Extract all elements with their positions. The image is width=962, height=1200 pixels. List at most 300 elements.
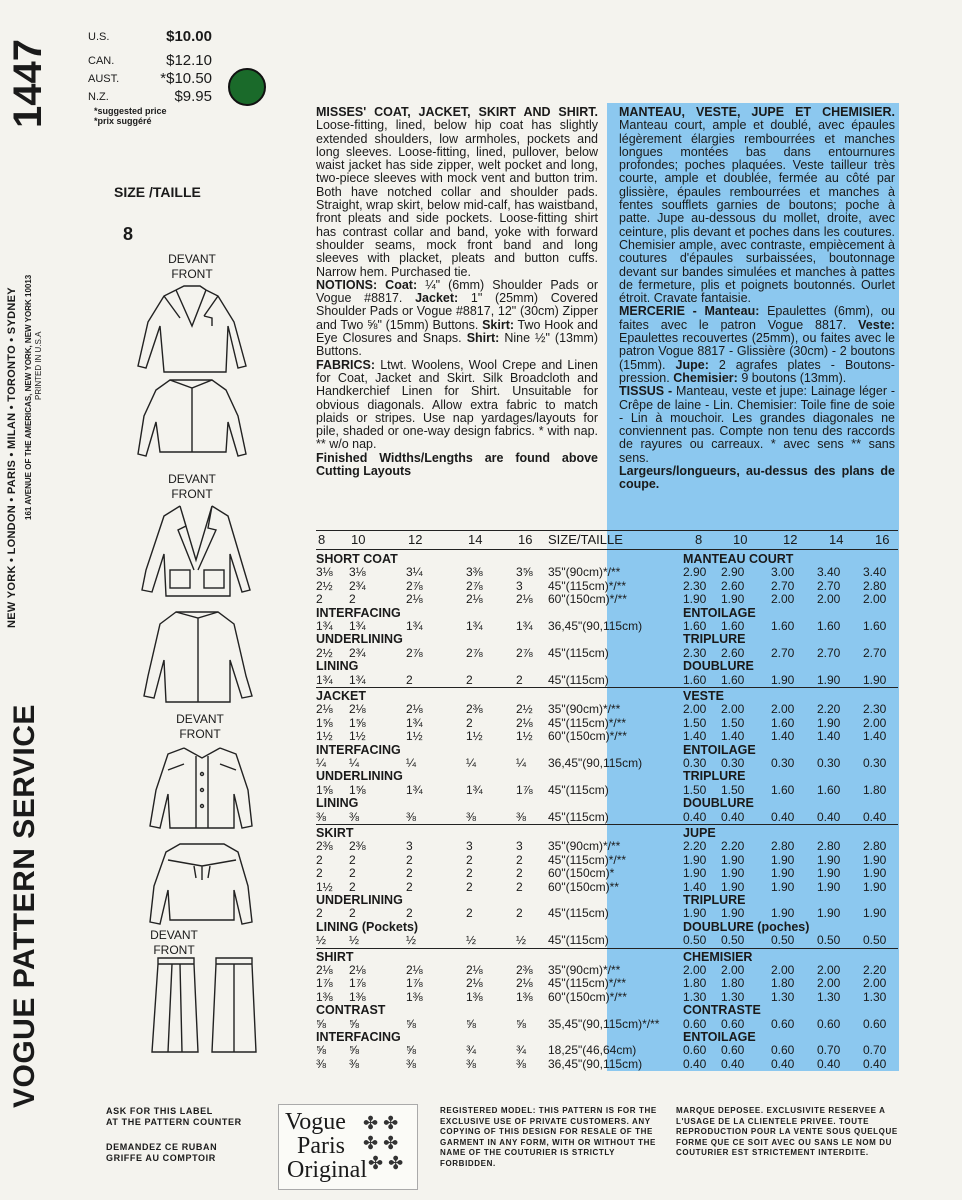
- price-list: [88, 28, 212, 126]
- metric-value: 1.40: [683, 729, 707, 744]
- yardage-value: 2⅛: [406, 963, 423, 977]
- metric-value: 1.90: [817, 906, 841, 921]
- metric-value: 1.90: [721, 906, 745, 921]
- metric-value: 1.90: [817, 715, 841, 730]
- metric-value: 2.60: [721, 645, 745, 660]
- yardage-value: ¼: [516, 756, 527, 770]
- metric-value: 0.50: [863, 933, 887, 948]
- view-label-jacket: DEVANT FRONT: [168, 472, 216, 501]
- yardage-value: 2: [466, 715, 473, 730]
- yardage-value: ⅝: [466, 1016, 477, 1031]
- metric-value: 1.40: [817, 729, 841, 744]
- city-list: NEW YORK • LONDON • PARIS • MILAN • TORONTO • SYDNEY: [6, 287, 18, 628]
- metric-value: 0.50: [817, 933, 841, 948]
- metric-value: 1.90: [771, 879, 795, 894]
- yardage-value: 2: [516, 852, 523, 867]
- yardage-value: 1¾: [349, 619, 366, 633]
- yardage-value: 1⅝: [349, 715, 366, 730]
- yardage-value: 2: [516, 879, 523, 894]
- metric-value: 0.40: [721, 1056, 745, 1071]
- section-heading-en: INTERFACING: [316, 1030, 401, 1044]
- metric-value: 1.30: [817, 989, 841, 1004]
- brand-title: VOGUE PATTERN SERVICE: [8, 704, 41, 1108]
- yardage-value: 2⅞: [516, 645, 533, 660]
- metric-value: 1.60: [683, 672, 707, 687]
- size-header-right: 12: [783, 532, 798, 547]
- size-header-right: 14: [829, 532, 844, 547]
- metric-value: 0.60: [683, 1043, 707, 1058]
- yardage-value: 2: [316, 592, 323, 607]
- metric-value: 1.40: [683, 879, 707, 894]
- yardage-value: 3⅜: [466, 565, 483, 580]
- metric-value: 2.00: [771, 592, 795, 607]
- section-heading-en: INTERFACING: [316, 742, 401, 757]
- metric-value: 1.60: [817, 619, 841, 633]
- yardage-value: 2: [349, 906, 356, 921]
- yardage-value: 1¾: [349, 672, 366, 687]
- yardage-value: 2⅞: [466, 645, 483, 660]
- yardage-value: 1½: [316, 729, 333, 744]
- section-heading-en: INTERFACING: [316, 605, 401, 620]
- jacket-front-sketch: [138, 500, 254, 600]
- yardage-value: 2⅛: [516, 976, 533, 991]
- yardage-value: 1⅝: [316, 715, 333, 730]
- shirt-back-sketch: [144, 838, 260, 926]
- yardage-value: 2⅛: [316, 702, 333, 717]
- section-rule: [316, 948, 898, 949]
- yardage-value: 2: [466, 852, 473, 867]
- yardage-value: 2: [516, 866, 523, 881]
- metric-value: 1.60: [771, 782, 795, 797]
- yardage-value: 2⅛: [406, 702, 423, 717]
- fabric-width: 45"(115cm): [548, 645, 609, 660]
- fabric-width: 45"(115cm): [548, 906, 609, 921]
- yardage-value: 1⅜: [406, 989, 423, 1004]
- yardage-value: ½: [516, 933, 527, 948]
- metric-value: 2.20: [721, 839, 745, 854]
- metric-value: 1.40: [771, 729, 795, 744]
- yardage-value: 2⅛: [349, 702, 366, 717]
- metric-value: 1.90: [771, 906, 795, 921]
- section-heading-en: SKIRT: [316, 826, 354, 840]
- metric-value: 0.50: [771, 933, 795, 948]
- yardage-value: ¼: [316, 756, 327, 770]
- metric-value: 3.40: [863, 565, 887, 580]
- yardage-value: 2: [466, 672, 473, 687]
- yardage-value: ⅝: [349, 1016, 360, 1031]
- metric-value: 1.60: [771, 715, 795, 730]
- metric-value: 1.60: [863, 619, 887, 633]
- yardage-value: 1¾: [516, 619, 533, 633]
- yardage-value: 2: [406, 906, 413, 921]
- yardage-value: 2: [466, 906, 473, 921]
- yardage-value: 2⅜: [316, 839, 333, 854]
- section-heading-fr: ENTOILAGE: [683, 742, 756, 757]
- yardage-value: ⅝: [316, 1016, 327, 1031]
- metric-value: 0.40: [817, 1056, 841, 1071]
- section-heading-fr: DOUBLURE (poches): [683, 919, 810, 934]
- yardage-value: ⅜: [349, 1056, 360, 1071]
- coat-back-sketch: [134, 374, 250, 458]
- label-note: ASK FOR THIS LABEL AT THE PATTERN COUNTER DEMANDEZ CE RUBAN GRIFFE AU COMPTOIR: [106, 1106, 242, 1163]
- yardage-value: ⅝: [406, 1043, 417, 1058]
- fabric-width: 45"(115cm)*/**: [548, 976, 627, 991]
- printed-in: PRINTED IN U.S.A: [34, 331, 43, 400]
- yardage-value: 1⅞: [349, 976, 366, 991]
- metric-value: 3.00: [771, 565, 795, 580]
- yardage-value: ½: [406, 933, 417, 948]
- yardage-value: ½: [349, 933, 360, 948]
- yardage-value: 2: [316, 906, 323, 921]
- metric-value: 0.40: [771, 809, 795, 824]
- metric-value: 1.60: [721, 619, 745, 633]
- yardage-value: ⅜: [316, 809, 327, 824]
- metric-value: 0.60: [683, 1016, 707, 1031]
- view-label-skirt: DEVANT FRONT: [150, 928, 198, 957]
- metric-value: 2.00: [771, 702, 795, 717]
- section-heading-fr: CHEMISIER: [683, 949, 753, 964]
- green-dot-icon: [228, 68, 266, 106]
- fabric-width: 35"(90cm)*/**: [548, 963, 621, 977]
- yardage-value: ⅜: [466, 809, 477, 824]
- metric-value: 1.40: [863, 729, 887, 744]
- yardage-value: 2: [406, 866, 413, 881]
- fabric-width: 36,45"(90,115cm): [548, 619, 643, 633]
- metric-value: 0.70: [863, 1043, 887, 1058]
- metric-value: 2.00: [721, 963, 745, 977]
- yardage-value: 2⅛: [316, 963, 333, 977]
- section-heading-en: LINING: [316, 796, 359, 811]
- yardage-value: 2⅛: [516, 592, 533, 607]
- metric-value: 1.80: [771, 976, 795, 991]
- coat-front-sketch: [134, 282, 250, 374]
- size-header-left: 8: [318, 532, 326, 547]
- yardage-value: 1⅞: [516, 782, 533, 797]
- metric-value: 1.30: [771, 989, 795, 1004]
- section-heading-en: SHORT COAT: [316, 552, 398, 566]
- fabric-width: 35,45"(90,115cm)*/**: [548, 1016, 660, 1031]
- yardage-value: 2: [316, 866, 323, 881]
- yardage-value: 3¼: [406, 565, 423, 580]
- yardage-value: 1¾: [466, 782, 483, 797]
- yardage-value: 3: [516, 578, 523, 593]
- metric-value: 2.20: [863, 963, 887, 977]
- yardage-value: 1¾: [466, 619, 483, 633]
- skirt-front-back-sketch: [148, 954, 268, 1056]
- size-header-right: 8: [695, 532, 703, 547]
- yardage-value: 2⅛: [466, 963, 483, 977]
- section-heading-fr: ENTOILAGE: [683, 605, 756, 620]
- metric-value: 1.60: [817, 782, 841, 797]
- yardage-value: 1⅞: [316, 976, 333, 991]
- yardage-value: 1¾: [316, 619, 333, 633]
- yardage-value: 2¾: [349, 645, 366, 660]
- yardage-value: 2: [349, 866, 356, 881]
- yardage-value: ½: [466, 933, 477, 948]
- metric-value: 2.80: [817, 839, 841, 854]
- metric-value: 2.00: [863, 592, 887, 607]
- yardage-value: 2⅞: [466, 578, 483, 593]
- yardage-value: 2: [349, 592, 356, 607]
- yardage-value: 2⅛: [466, 592, 483, 607]
- yardage-value: ⅜: [406, 1056, 417, 1071]
- fabric-width: 45"(115cm): [548, 672, 609, 687]
- section-heading-fr: VESTE: [683, 689, 724, 703]
- metric-value: 1.90: [721, 879, 745, 894]
- metric-value: 1.30: [721, 989, 745, 1004]
- metric-value: 1.30: [863, 989, 887, 1004]
- yardage-value: 2: [406, 852, 413, 867]
- yardage-value: 2: [516, 906, 523, 921]
- metric-value: 2.30: [863, 702, 887, 717]
- metric-value: 1.90: [771, 866, 795, 881]
- metric-value: 0.60: [721, 1016, 745, 1031]
- metric-value: 1.80: [721, 976, 745, 991]
- yardage-value: 3: [466, 839, 473, 854]
- metric-value: 1.80: [863, 782, 887, 797]
- fleur-de-lis-icon: ✤ ✤ ✤ ✤ ✤ ✤: [363, 1113, 404, 1173]
- yardage-value: 2: [349, 879, 356, 894]
- metric-value: 2.00: [863, 715, 887, 730]
- metric-value: 2.70: [817, 578, 841, 593]
- metric-value: 1.50: [683, 782, 707, 797]
- section-heading-fr: TRIPLURE: [683, 769, 746, 784]
- fabric-width: 45"(115cm)*/**: [548, 852, 627, 867]
- metric-value: 0.50: [683, 933, 707, 948]
- metric-value: 0.60: [771, 1016, 795, 1031]
- section-heading-en: LINING: [316, 659, 359, 674]
- vogue-paris-original-logo: Vogue Paris Original ✤ ✤ ✤ ✤ ✤ ✤: [278, 1104, 418, 1190]
- yardage-value: ¾: [516, 1043, 527, 1058]
- yardage-value: 1¾: [316, 672, 333, 687]
- metric-value: 0.40: [683, 1056, 707, 1071]
- yardage-value: 2: [406, 672, 413, 687]
- metric-value: 0.40: [771, 1056, 795, 1071]
- metric-value: 1.40: [721, 729, 745, 744]
- fabric-width: 60"(150cm)**: [548, 879, 619, 894]
- metric-value: 1.90: [683, 852, 707, 867]
- fabric-width: 60"(150cm)*/**: [548, 592, 627, 607]
- metric-value: 1.60: [721, 672, 745, 687]
- yardage-value: 1¾: [406, 782, 423, 797]
- metric-value: 2.80: [863, 578, 887, 593]
- yardage-value: 1¾: [406, 715, 423, 730]
- yardage-value: ¼: [406, 756, 417, 770]
- fabric-width: 45"(115cm): [548, 933, 609, 948]
- yardage-value: 1⅜: [516, 989, 533, 1004]
- yardage-value: ¼: [466, 756, 477, 770]
- metric-value: 1.50: [721, 715, 745, 730]
- registered-model-french: MARQUE DEPOSEE. EXCLUSIVITE RESERVEE A L'USAGE DE LA CLIENTELE PRIVEE. TOUTE REPRODUCTION POUR LA VENTE SOUS QUELQUE FORME QUE CE SOIT AVEC OU SANS LE NOM DU COUTURIER EST STRICTEMENT INTERDITE.: [676, 1106, 898, 1157]
- metric-value: 0.40: [683, 809, 707, 824]
- view-label-coat: DEVANT FRONT: [168, 252, 216, 281]
- metric-value: 2.70: [817, 645, 841, 660]
- size-heading: SIZE /TAILLE: [114, 184, 201, 200]
- metric-value: 2.00: [771, 963, 795, 977]
- yardage-value: 1½: [466, 729, 483, 744]
- fabric-width: 36,45"(90,115cm): [548, 756, 643, 770]
- yardage-value: 1½: [406, 729, 423, 744]
- section-heading-en: UNDERLINING: [316, 893, 403, 907]
- metric-value: 2.00: [817, 963, 841, 977]
- section-heading-fr: DOUBLURE: [683, 796, 754, 811]
- fabric-width: 35"(90cm)*/**: [548, 565, 621, 580]
- section-heading-fr: CONTRASTE: [683, 1003, 761, 1018]
- metric-value: 0.60: [721, 1043, 745, 1058]
- description-french: MANTEAU, VESTE, JUPE ET CHEMISIER. Manteau court, ample et doublé, avec épaules légèrement élargies rembourrées et manches longues montées bas dans entournures profondes; poches plaquées. Veste tailleur très courte, ample et doublée, fermée au côté par glissière, épaules rembourrées et manches à fentes soufflets garnies de boutons; poche à patte. Jupe au-dessous du mollet, droite, avec ceinture, plis devant et poches dans les coutures. Chemisier ample, avec contraste, empiècement à coutures d'épaules surbaissées, boutonnage devant sur bandes simulées et manches à pattes de fermeture, plis et poignets boutonnés. Ourlet étroit. Cravate fantaisie. MERCERIE - Manteau: Epaulettes (6mm), ou faites avec le patron Vogue 8817. Veste: Epaulettes recouvertes (25mm), ou faites avec le patron Vogue 8817 - Glissière (30cm) - 2 boutons (15mm). Jupe: 2 agrafes plates - Boutons-pression. Chemisier: 9 boutons (13mm). TISSUS - Manteau, veste et jupe: Lainage léger - Crêpe de laine - Lin. Chemisier: Toile fine de soie - Lin à mouchoir. Les grandes diagonales ne conviennent pas. Compte non tenu des raccords de rayures ou carreaux. * avec sens ** sans sens. Largeurs/longueurs, au-dessus des plans de coupe.: [619, 105, 895, 492]
- metric-value: 0.30: [721, 756, 745, 770]
- pattern-number: 1447: [6, 39, 50, 128]
- metric-value: 2.90: [721, 565, 745, 580]
- metric-value: 1.90: [721, 852, 745, 867]
- metric-value: 2.60: [721, 578, 745, 593]
- price-row: AUST. *$10.50: [88, 70, 212, 87]
- metric-value: 1.30: [683, 989, 707, 1004]
- metric-value: 1.90: [817, 879, 841, 894]
- price-row: U.S. $10.00: [88, 28, 212, 45]
- section-heading-en: JACKET: [316, 689, 367, 703]
- section-heading-fr: TRIPLURE: [683, 893, 746, 907]
- shirt-front-sketch: [144, 740, 260, 832]
- metric-value: 2.70: [771, 578, 795, 593]
- yardage-value: ⅜: [516, 1056, 527, 1071]
- metric-value: 2.20: [683, 839, 707, 854]
- metric-value: 2.80: [771, 839, 795, 854]
- yardage-value: 1⅜: [466, 989, 483, 1004]
- jacket-back-sketch: [140, 606, 256, 706]
- metric-value: 2.00: [683, 963, 707, 977]
- fabric-width: 18,25"(46,64cm): [548, 1043, 637, 1058]
- yardage-value: 1⅜: [316, 989, 333, 1004]
- yardage-value: 1¾: [406, 619, 423, 633]
- yardage-value: ½: [316, 933, 327, 948]
- metric-value: 2.80: [863, 839, 887, 854]
- metric-value: 0.30: [683, 756, 707, 770]
- section-heading-en: UNDERLINING: [316, 632, 403, 647]
- fabric-width: 60"(150cm)*: [548, 866, 615, 881]
- yardage-value: 2⅛: [466, 976, 483, 991]
- yardage-value: 2: [406, 879, 413, 894]
- yardage-value: 2: [316, 852, 323, 867]
- metric-value: 2.00: [863, 976, 887, 991]
- metric-value: 0.40: [863, 1056, 887, 1071]
- yardage-value: 1½: [349, 729, 366, 744]
- yardage-value: 3⅛: [316, 565, 333, 580]
- yardage-value: 2: [466, 866, 473, 881]
- yardage-value: 2½: [316, 645, 333, 660]
- metric-value: 1.90: [721, 592, 745, 607]
- yardage-value: ¾: [466, 1043, 477, 1058]
- fabric-width: 45"(115cm): [548, 809, 609, 824]
- yardage-value: 1½: [516, 729, 533, 744]
- yardage-value: ⅜: [516, 809, 527, 824]
- metric-value: 0.60: [771, 1043, 795, 1058]
- metric-value: 1.90: [683, 906, 707, 921]
- yardage-value: 2⅜: [349, 839, 366, 854]
- size-taille-header: SIZE/TAILLE: [548, 532, 623, 547]
- metric-value: 0.60: [817, 1016, 841, 1031]
- section-heading-en: CONTRAST: [316, 1003, 386, 1018]
- address: 161 AVENUE OF THE AMERICAS, NEW YORK, NEW YORK 10013: [24, 274, 33, 520]
- metric-value: 1.90: [817, 672, 841, 687]
- metric-value: 2.70: [771, 645, 795, 660]
- yardage-value: ⅜: [466, 1056, 477, 1071]
- metric-value: 2.00: [817, 592, 841, 607]
- metric-value: 2.00: [817, 976, 841, 991]
- yardage-value: 2⅛: [349, 963, 366, 977]
- yardage-value: 2⅛: [406, 592, 423, 607]
- metric-value: 2.20: [817, 702, 841, 717]
- section-heading-en: UNDERLINING: [316, 769, 403, 784]
- yardage-value: 3: [516, 839, 523, 854]
- metric-value: 0.60: [863, 1016, 887, 1031]
- section-heading-fr: TRIPLURE: [683, 632, 746, 647]
- price-note: *suggested price: [94, 106, 167, 116]
- registered-model-english: REGISTERED MODEL: THIS PATTERN IS FOR THE EXCLUSIVE USE OF PRIVATE CUSTOMERS. ANY COPYING OF THIS DESIGN FOR RESALE OF THE GARMENT IN ANY FORM, WITH OR WITHOUT THE NAME OF THE COUTURIER IS STRICTLY FORBIDDEN.: [440, 1106, 657, 1168]
- yardage-value: ¼: [349, 756, 360, 770]
- spine: [0, 0, 90, 1200]
- yardage-value: 1⅝: [316, 782, 333, 797]
- metric-value: 1.50: [683, 715, 707, 730]
- metric-value: 1.90: [721, 866, 745, 881]
- yardage-value: 1⅞: [406, 976, 423, 991]
- metric-value: 2.70: [863, 645, 887, 660]
- metric-value: 1.90: [771, 852, 795, 867]
- section-heading-fr: JUPE: [683, 826, 716, 840]
- metric-value: 0.30: [771, 756, 795, 770]
- yardage-value: 3⅛: [349, 565, 366, 580]
- metric-value: 2.00: [683, 702, 707, 717]
- metric-value: 0.70: [817, 1043, 841, 1058]
- yardage-value: 2⅞: [406, 645, 423, 660]
- metric-value: 1.90: [771, 672, 795, 687]
- metric-value: 1.90: [863, 672, 887, 687]
- yardage-value: 2⅞: [406, 578, 423, 593]
- metric-value: 1.50: [721, 782, 745, 797]
- yardage-value: 1⅜: [349, 989, 366, 1004]
- yardage-value: 2½: [316, 578, 333, 593]
- section-heading-fr: DOUBLURE: [683, 659, 754, 674]
- metric-value: 0.40: [721, 809, 745, 824]
- size-header-right: 10: [733, 532, 748, 547]
- size-header-left: 12: [408, 532, 423, 547]
- yardage-value: 2⅜: [466, 702, 483, 717]
- fabric-width: 45"(115cm)*/**: [548, 578, 627, 593]
- yardage-value: 2: [516, 672, 523, 687]
- metric-value: 1.90: [863, 879, 887, 894]
- description-english: MISSES' COAT, JACKET, SKIRT AND SHIRT. Loose-fitting, lined, below hip coat has slightly extended shoulders, low armholes, pockets and long sleeves. Loose-fitting, lined, pullover, below waist jacket has side zipper, welt pocket and long, two-piece sleeves with mock vent and button trim. Both have notched collar and shoulder pads. Straight, wrap skirt, below mid-calf, has waistband, front pleats and side pockets. Loose-fitting shirt has contrast collar and band, yoke with forward shoulder seams, mock front band and long sleeves with placket, pleats and button cuffs. Narrow hem. Purchased tie. NOTIONS: Coat: ¼" (6mm) Shoulder Pads or Vogue #8817. Jacket: 1" (25mm) Covered Shoulder Pads or Vogue #8817, 12" (30cm) Zipper and Two ⅝" (15mm) Buttons. Skirt: Two Hook and Eye Closures and Snaps. Shirt: Nine ½" (13mm) Buttons. FABRICS: Ltwt. Woolens, Wool Crepe and Linen for Coat, Jacket and Skirt. Silk Broadcloth and Handkerchief Linen for Shirt. Unsuitable for obvious diagonals. Allow extra fabric to match plaids or stripes. Use nap yardages/layouts for pile, shaded or one-way design fabrics. * with nap. ** w/o nap. Finished Widths/Lengths are found above Cutting Layouts: [316, 105, 598, 479]
- yardage-value: ⅝: [516, 1016, 527, 1031]
- metric-value: 1.90: [817, 866, 841, 881]
- size-header-left: 14: [468, 532, 483, 547]
- section-heading-fr: MANTEAU COURT: [683, 552, 794, 566]
- price-row: CAN. $12.10: [88, 52, 212, 69]
- size-value: 8: [123, 224, 134, 244]
- yardage-value: 2: [349, 852, 356, 867]
- metric-value: 1.80: [683, 976, 707, 991]
- metric-value: 0.30: [817, 756, 841, 770]
- section-heading-en: SHIRT: [316, 949, 354, 964]
- size-header-left: 10: [351, 532, 366, 547]
- metric-value: 2.00: [721, 702, 745, 717]
- section-rule: [316, 824, 898, 825]
- fabric-width: 60"(150cm)*/**: [548, 729, 627, 744]
- metric-value: 1.90: [817, 852, 841, 867]
- size-header-left: 16: [518, 532, 533, 547]
- yardage-value: 1⅝: [349, 782, 366, 797]
- section-heading-en: LINING (Pockets): [316, 919, 419, 934]
- metric-value: 0.40: [817, 809, 841, 824]
